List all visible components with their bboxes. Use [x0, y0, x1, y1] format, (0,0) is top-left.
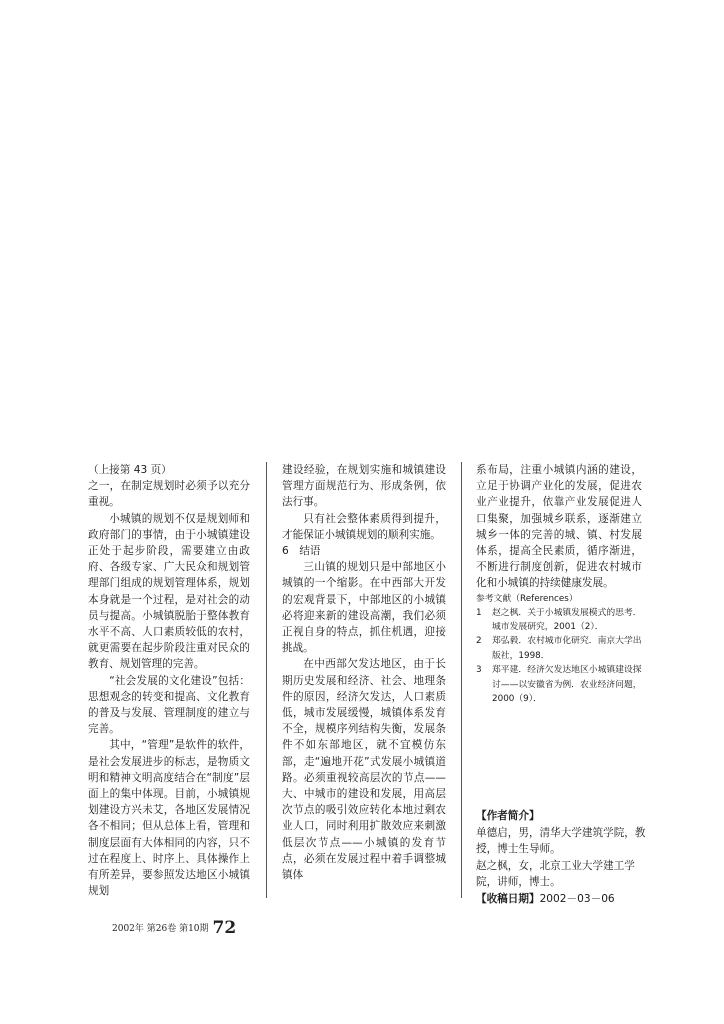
column-3 — [476, 462, 642, 706]
reference-text: 郑弘毅．农村城市化研究．南京大学出版社，1998． — [492, 636, 642, 661]
received-label: 【收稿日期】 — [476, 892, 540, 905]
paragraph: 在中西部欠发达地区，由于长期历史发展和经济、社会、地理条件的原因，经济欠发达，人口素质低，城市发展缓慢，城镇体系发育不全，规模序列结构失衡，发展条件不如东部地区，就不宜模仿东部，走“遍地开花”式发展小城镇道路。必须重视较高层次的节点——大、中城市的建设和发展，用高层次节点的吸引效应转化本地过剩农业人口，同时利用扩散效应来刺激低层次节点——小城镇的发育节点，必须在发展过程中着手调整城镇体 — [282, 658, 446, 882]
paragraph: 小城镇的规划不仅是规划师和政府部门的事情，由于小城镇建设正处于起步阶段，需要建立由政府、各级专家、广大民众和规划管理部门组成的规划管理体系，规划本身就是一个过程，是对社会的动员与提高。小城镇脱胎于整体教育水平不高、人口素质较低的农村，就更需要在起步阶段注重对民众的教育、规划管理的完善。 — [88, 512, 250, 671]
references-title: 参考文献（References） — [476, 593, 578, 604]
reference-text: 郑平建．经济欠发达地区小城镇建设探讨——以安徽省为例．农业经济问题，2000（9）． — [492, 665, 642, 705]
page-footer — [112, 918, 236, 938]
column-divider — [461, 462, 462, 898]
column-divider — [266, 462, 267, 898]
paragraph: 只有社会整体素质得到提升，才能保证小城镇规划的顺利实施。 — [282, 512, 446, 541]
author-line: 单德启，男，清华大学建筑学院，教授，博士生导师。 — [476, 826, 646, 856]
column-1 — [88, 462, 250, 899]
journal-issue: 2002年 第26卷 第10期 — [112, 924, 209, 934]
reference-number: 1 — [476, 607, 482, 618]
author-info — [476, 808, 646, 908]
paragraph: 系布局，注重小城镇内涵的建设，立足于协调产业化的发展，促进农业产业提升，依靠产业发展促进人口集聚，加强城乡联系，逐渐建立城乡一体的完善的城、镇、村发展体系，提高全民素质，循序渐进，不断进行制度创新，促进农村城市化和小城镇的持续健康发展。 — [476, 464, 642, 590]
received-date-line — [476, 891, 646, 908]
reference-item — [476, 606, 642, 635]
column-2 — [282, 462, 446, 883]
paragraph: 之一，在制定规划时必须予以充分重视。 — [88, 480, 250, 509]
received-date: 2002－03－06 — [539, 892, 615, 905]
reference-number: 2 — [476, 636, 482, 647]
reference-number: 3 — [476, 665, 482, 676]
reference-text: 赵之枫．关于小城镇发展模式的思考．城市发展研究，2001（2）． — [492, 607, 642, 633]
author-line: 赵之枫，女，北京工业大学建工学院，讲师，博士。 — [476, 859, 635, 889]
paragraph: “社会发展的文化建设”包括：思想观念的转变和提高、文化教育的普及与发展、管理制度的建立与完善。 — [88, 674, 250, 736]
paragraph: 建设经验，在规划实施和城镇建设管理方面规范行为、形成条例，依法行事。 — [282, 464, 446, 509]
paragraph: 其中，“管理”是软件的软件，是社会发展进步的标志，是物质文明和精神文明高度结合在“制度”层面上的集中体现。目前，小城镇规划建设方兴未艾，各地区发展情况各不相同；但从总体上看，管理和制度层面有大体相同的内容，只不过在程度上、时序上、具体操作上有所差异，要参照发达地区小城镇规划 — [88, 739, 250, 898]
section-heading: 6 结语 — [282, 545, 321, 558]
paragraph: 三山镇的规划只是中部地区小城镇的一个缩影。在中西部大开发的宏观背景下，中部地区的小城镇必将迎来新的建设高潮，我们必须正视自身的特点，抓住机遇，迎接挑战。 — [282, 561, 446, 655]
author-info-title: 【作者简介】 — [476, 810, 540, 822]
continuation-note: （上接第 43 页） — [88, 464, 172, 476]
page-number: 72 — [212, 918, 237, 938]
reference-item — [476, 634, 642, 663]
reference-item — [476, 663, 642, 706]
